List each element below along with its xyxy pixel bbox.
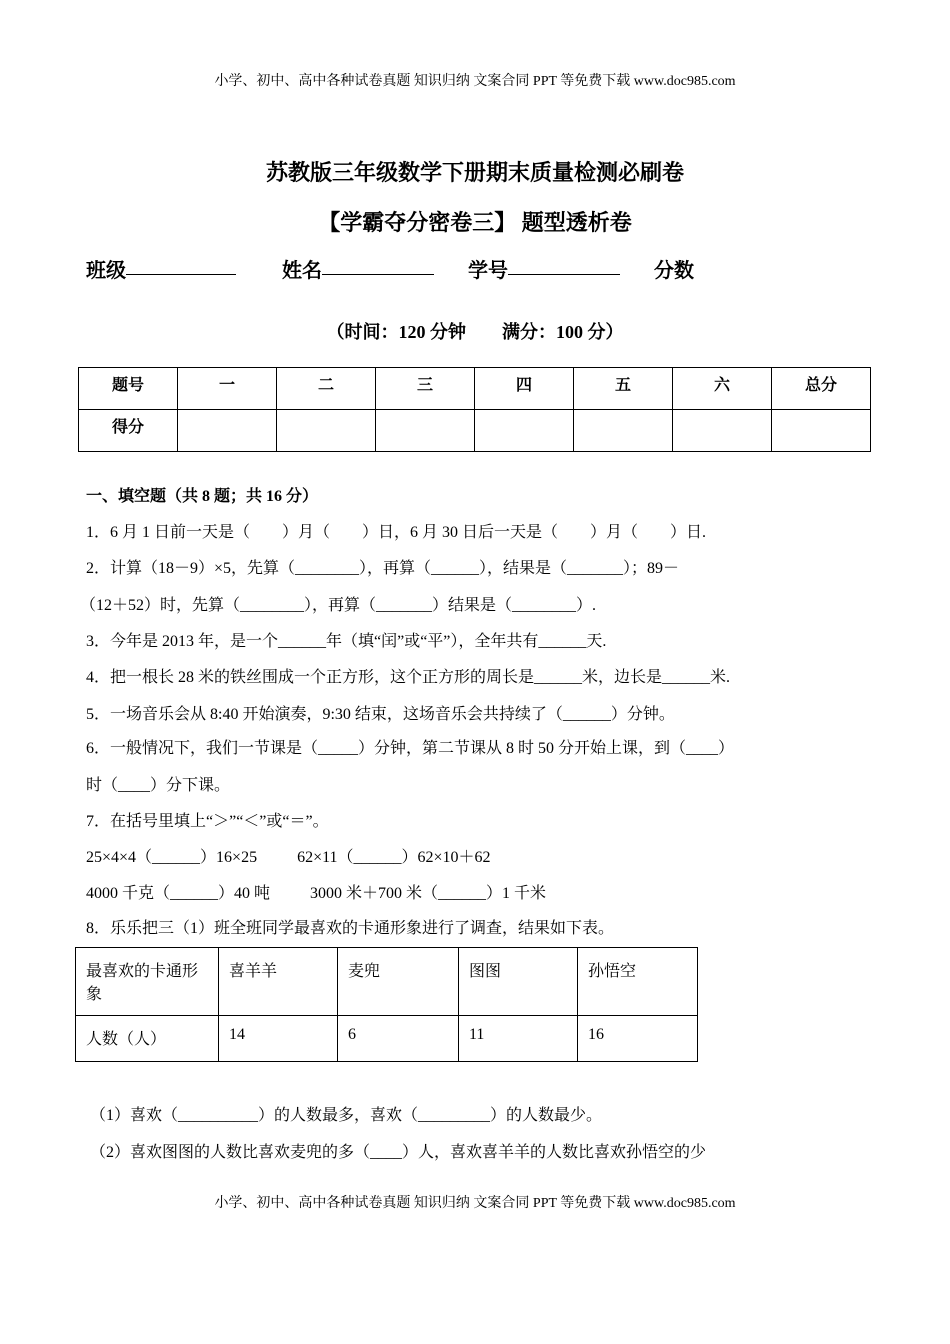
question-2: 2．计算（18－9）×5，先算（________），再算（______），结果是（_______）；89－	[86, 560, 680, 577]
class-label: 班级	[86, 260, 126, 282]
question-4: 4．把一根长 28 米的铁丝围成一个正方形，这个正方形的周长是______米，边长是______米.	[86, 669, 731, 686]
table-cell: 11	[459, 1016, 578, 1062]
table-cell: 14	[219, 1016, 338, 1062]
score-cell[interactable]	[277, 410, 376, 452]
cartoon-survey-table	[75, 947, 698, 1062]
question-3: 3．今年是 2013 年，是一个______年（填“闰”或“平”），全年共有______天.	[86, 633, 607, 650]
score-cell[interactable]	[574, 410, 673, 452]
table-header-cell: 二	[277, 368, 376, 410]
question-1: 1．6 月 1 日前一天是（ ）月（ ）日，6 月 30 日后一天是（ ）月（ ）日.	[86, 524, 707, 541]
score-cell[interactable]	[376, 410, 475, 452]
name-label: 姓名	[282, 260, 322, 282]
table-header-cell: 六	[673, 368, 772, 410]
table-header-cell: 四	[475, 368, 574, 410]
score-cell[interactable]	[475, 410, 574, 452]
question-2-cont: （12＋52）时，先算（________），再算（_______）结果是（________）.	[80, 597, 597, 614]
exam-subtitle: 【学霸夺分密卷三】 题型透析卷	[318, 210, 632, 235]
table-row	[76, 1016, 698, 1062]
table-header-cell: 喜羊羊	[219, 948, 338, 1016]
number-blank[interactable]	[508, 254, 620, 275]
name-blank[interactable]	[322, 254, 434, 275]
student-info-fields	[86, 254, 694, 283]
sub-question-1: （1）喜欢（__________）的人数最多，喜欢（_________）的人数最少。	[90, 1107, 603, 1124]
number-label: 学号	[468, 260, 508, 282]
sub-question-2: （2）喜欢图图的人数比喜欢麦兜的多（____）人，喜欢喜羊羊的人数比喜欢孙悟空的少	[90, 1144, 707, 1161]
table-row	[76, 948, 698, 1016]
table-header-cell: 五	[574, 368, 673, 410]
score-cell[interactable]	[772, 410, 871, 452]
table-header-cell: 麦兜	[338, 948, 459, 1016]
table-header-cell: 图图	[459, 948, 578, 1016]
table-header-cell: 三	[376, 368, 475, 410]
row-label: 得分	[79, 410, 178, 452]
class-blank[interactable]	[126, 254, 236, 275]
section-heading: 一、填空题（共 8 题；共 16 分）	[86, 488, 319, 505]
row-label: 人数（人）	[76, 1016, 219, 1062]
question-8: 8．乐乐把三（1）班全班同学最喜欢的卡通形象进行了调查，结果如下表。	[86, 920, 615, 937]
page-header: 小学、初中、高中各种试卷真题 知识归纳 文案合同 PPT 等免费下载 www.doc985.com	[214, 74, 736, 89]
time-info: （时间：120 分钟 满分：100 分）	[326, 322, 624, 342]
question-6-cont: 时（____）分下课。	[86, 777, 231, 794]
score-table	[78, 367, 871, 452]
table-header-cell: 最喜欢的卡通形象	[76, 948, 219, 1016]
question-7: 7．在括号里填上“＞”“＜”或“＝”。	[86, 813, 329, 830]
table-row	[79, 410, 871, 452]
score-cell[interactable]	[178, 410, 277, 452]
question-7-row-1: 25×4×4（______）16×25 62×11（______）62×10＋62	[86, 849, 491, 866]
score-label: 分数	[654, 260, 694, 282]
question-5: 5．一场音乐会从 8:40 开始演奏，9:30 结束，这场音乐会共持续了（______）分钟。	[86, 706, 675, 723]
table-cell: 16	[578, 1016, 698, 1062]
table-header-cell: 总分	[772, 368, 871, 410]
exam-title: 苏教版三年级数学下册期末质量检测必刷卷	[265, 160, 684, 185]
table-header-cell: 孙悟空	[578, 948, 698, 1016]
table-cell: 6	[338, 1016, 459, 1062]
table-header-cell: 题号	[79, 368, 178, 410]
table-header-cell: 一	[178, 368, 277, 410]
question-7-row-2: 4000 千克（______）40 吨 3000 米＋700 米（______）1 千米	[86, 885, 547, 902]
question-6: 6．一般情况下，我们一节课是（_____）分钟，第二节课从 8 时 50 分开始上课，到（____）	[86, 740, 735, 757]
page-footer: 小学、初中、高中各种试卷真题 知识归纳 文案合同 PPT 等免费下载 www.doc985.com	[214, 1196, 736, 1211]
table-row	[79, 368, 871, 410]
score-cell[interactable]	[673, 410, 772, 452]
